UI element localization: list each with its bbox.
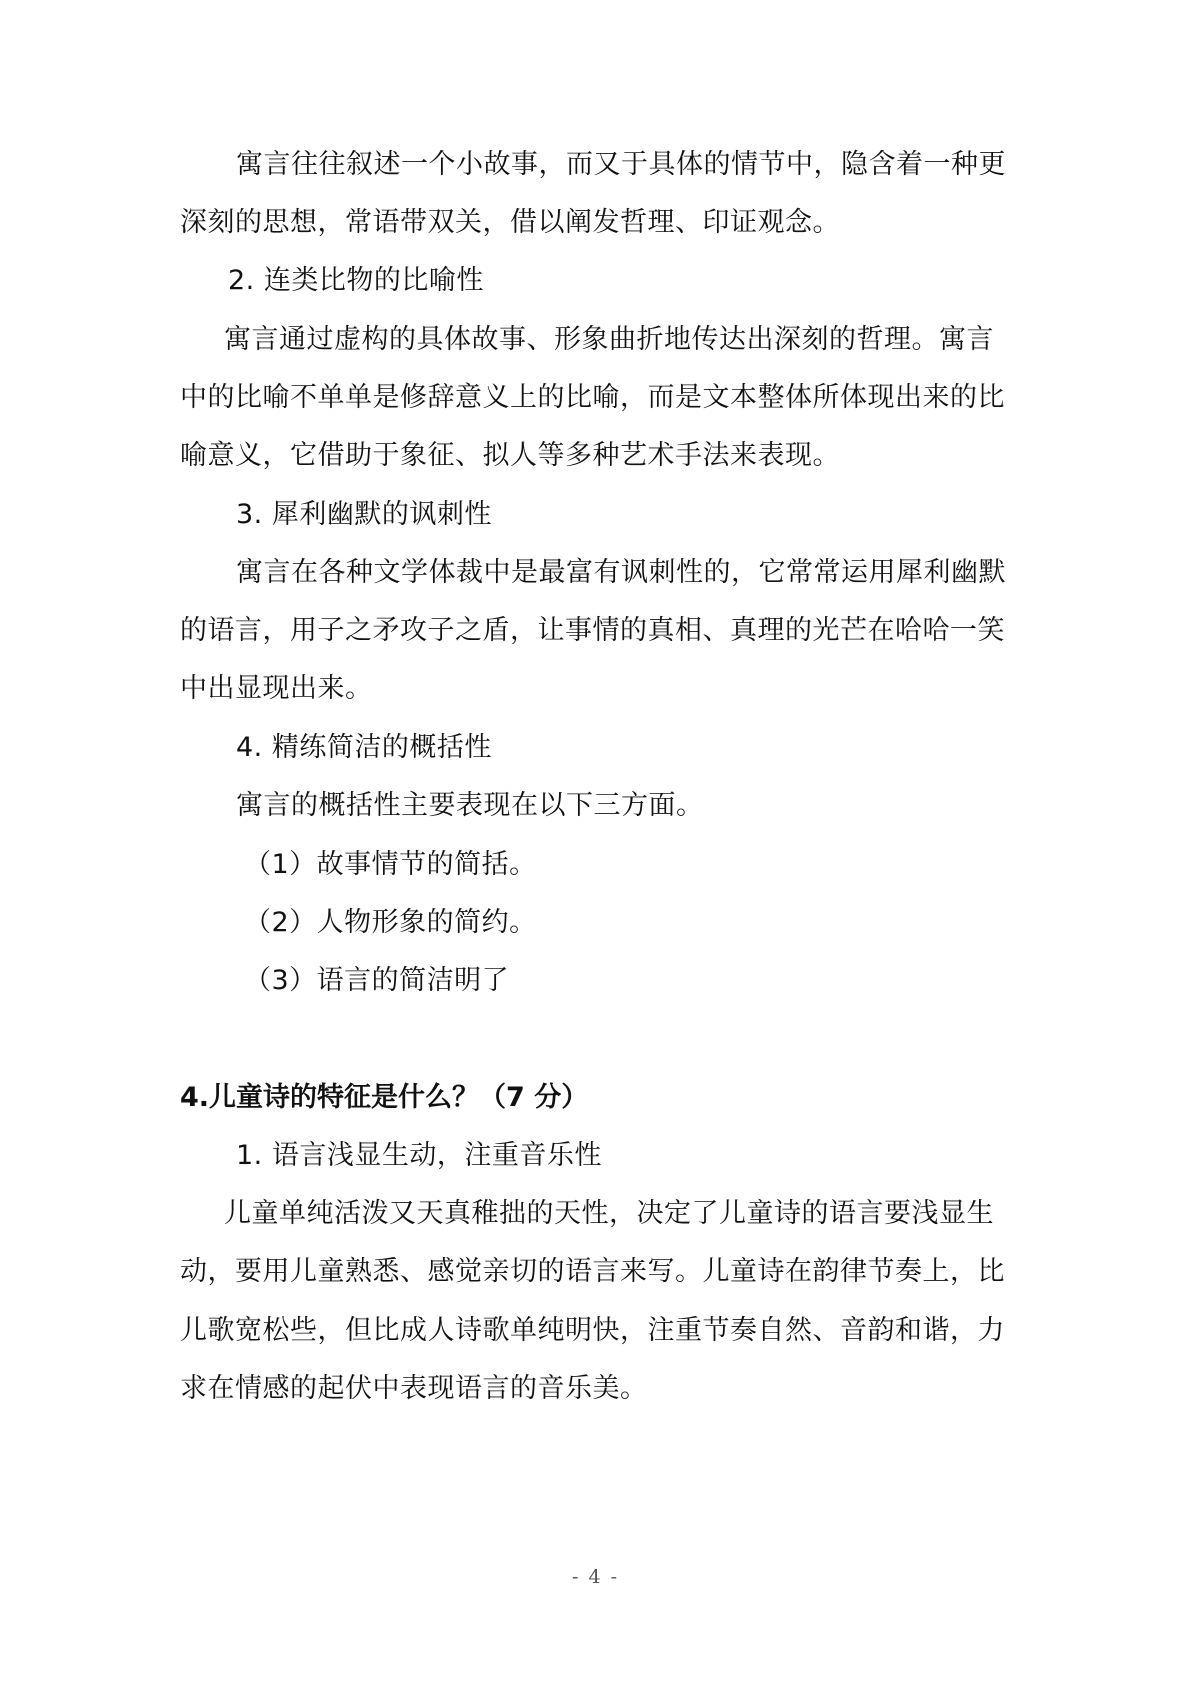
paragraph-line: 寓言在各种文学体裁中是最富有讽刺性的，它常常运用犀利幽默 <box>236 557 1006 588</box>
paragraph-line: 深刻的思想，常语带双关，借以阐发哲理、印证观念。 <box>180 207 840 238</box>
paragraph-line: 儿歌宽松些，但比成人诗歌单纯明快，注重节奏自然、音韵和谐，力 <box>180 1315 1005 1346</box>
paragraph-line: 中出显现出来。 <box>180 673 373 704</box>
subheading: 3. 犀利幽默的讽刺性 <box>236 499 492 530</box>
paragraph-line: 喻意义，它借助于象征、拟人等多种艺术手法来表现。 <box>180 440 840 471</box>
question-title: 4.儿童诗的特征是什么？（7 分） <box>180 1082 589 1113</box>
subheading: 2. 连类比物的比喻性 <box>228 265 484 296</box>
list-item: （2）人物形象的简约。 <box>244 907 537 938</box>
subheading: 4. 精练简洁的概括性 <box>236 732 492 763</box>
paragraph-line: 求在情感的起伏中表现语言的音乐美。 <box>180 1373 648 1404</box>
paragraph-line: 的语言，用子之矛攻子之盾，让事情的真相、真理的光芒在哈哈一笑 <box>180 615 1005 646</box>
paragraph-line: 动，要用儿童熟悉、感觉亲切的语言来写。儿童诗在韵律节奏上，比 <box>180 1256 1005 1287</box>
paragraph-line: 寓言往往叙述一个小故事，而又于具体的情节中，隐含着一种更 <box>236 149 1006 180</box>
list-item: （3）语言的简洁明了 <box>244 965 510 996</box>
subheading: 1. 语言浅显生动，注重音乐性 <box>236 1140 602 1171</box>
list-item: （1）故事情节的简括。 <box>244 849 537 880</box>
page-number: - 4 - <box>571 1566 619 1588</box>
paragraph-line: 寓言的概括性主要表现在以下三方面。 <box>236 790 704 821</box>
paragraph-line: 寓言通过虚构的具体故事、形象曲折地传达出深刻的哲理。寓言 <box>224 324 994 355</box>
paragraph-line: 中的比喻不单单是修辞意义上的比喻，而是文本整体所体现出来的比 <box>180 382 1005 413</box>
paragraph-line: 儿童单纯活泼又天真稚拙的天性，决定了儿童诗的语言要浅显生 <box>224 1198 994 1229</box>
